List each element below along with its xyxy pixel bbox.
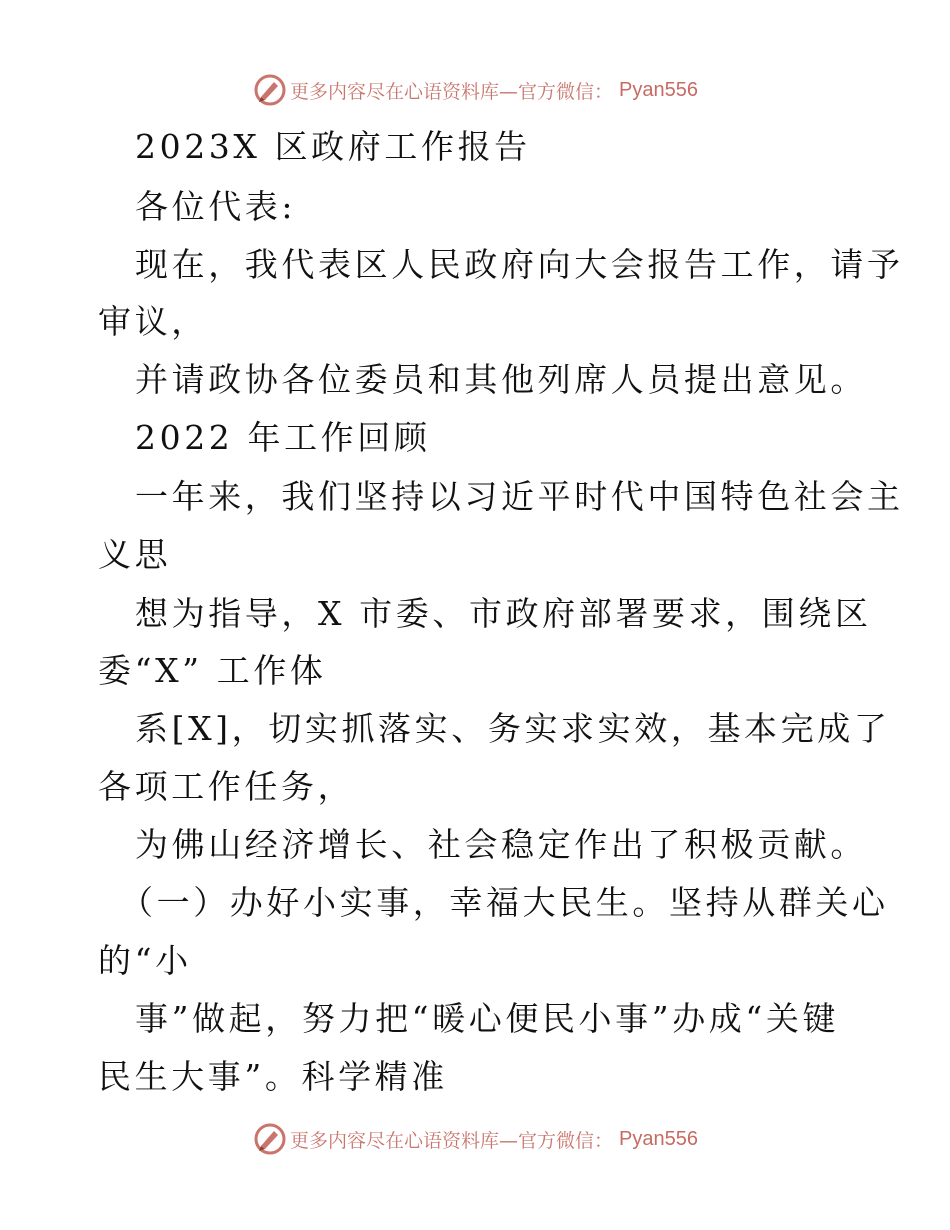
- paragraph-line: 各项工作任务，: [98, 767, 355, 806]
- watermark-wechat-id: Pyan556: [619, 78, 698, 101]
- watermark-header: [0, 70, 950, 110]
- paragraph-line: 的“小: [98, 941, 192, 980]
- paragraph-line: 事”做起，努力把“暖心便民小事”办成“关键: [135, 999, 840, 1038]
- watermark-text: 更多内容尽在心语资料库—官方微信：: [290, 1129, 614, 1152]
- watermark-wechat-id: Pyan556: [619, 1127, 698, 1150]
- watermark-text: 更多内容尽在心语资料库—官方微信：: [290, 80, 614, 103]
- paragraph-line: 义思: [98, 535, 172, 574]
- pen-logo-icon: [252, 72, 288, 108]
- paragraph-line: 民生大事”。科学精准: [98, 1057, 448, 1096]
- paragraph-line: 为佛山经济增长、社会稳定作出了积极贡献。: [135, 825, 867, 864]
- paragraph-line: （一）办好小实事，幸福大民生。坚持从群关心: [120, 883, 889, 922]
- document-title: 2023X 区政府工作报告: [135, 127, 531, 166]
- section-heading: 2022 年工作回顾: [135, 418, 431, 457]
- pen-logo-icon: [252, 1121, 288, 1157]
- paragraph-line: 现在，我代表区人民政府向大会报告工作，请予: [135, 245, 904, 284]
- salutation: 各位代表:: [135, 187, 297, 226]
- paragraph-line: 想为指导，X 市委、市政府部署要求，围绕区: [135, 594, 872, 633]
- paragraph-line: 审议，: [98, 302, 208, 341]
- paragraph-line: 系[X]，切实抓落实、务实求实效，基本完成了: [135, 709, 891, 748]
- paragraph-line: 一年来，我们坚持以习近平时代中国特色社会主: [135, 477, 904, 516]
- watermark-footer: [0, 1119, 950, 1159]
- paragraph-line: 并请政协各位委员和其他列席人员提出意见。: [135, 360, 867, 399]
- paragraph-line: 委“X” 工作体: [98, 651, 327, 690]
